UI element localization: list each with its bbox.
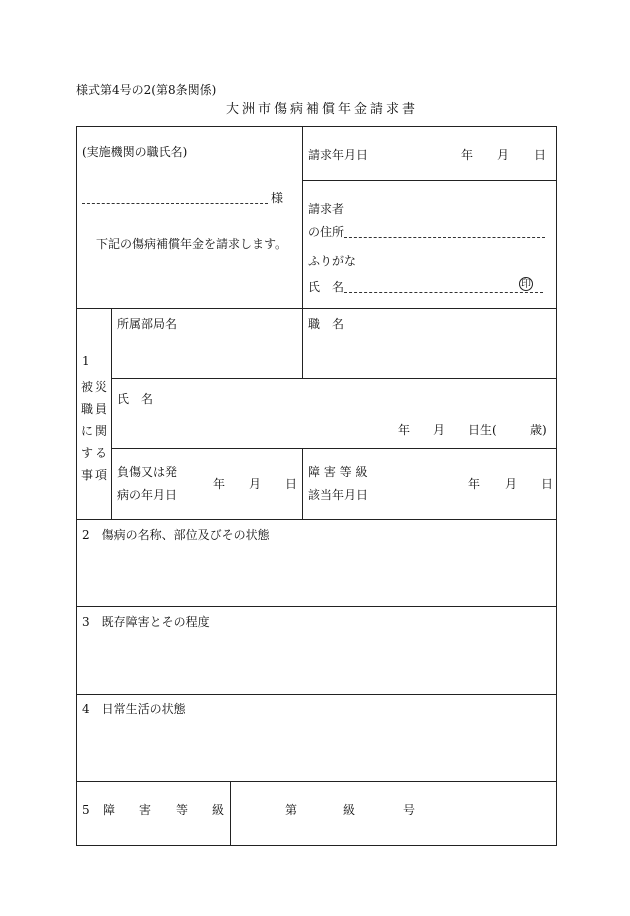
section1-title-char: 職 xyxy=(80,402,93,416)
agency-label: (実施機関の職氏名) xyxy=(82,145,188,159)
section1-title-char: 関 xyxy=(94,424,107,438)
section1-title-row xyxy=(80,464,110,486)
birth-day-label: 日生( xyxy=(468,423,497,437)
grade-go-label: 号 xyxy=(403,803,416,817)
grade-date-label-2: 該当年月日 xyxy=(308,488,369,502)
request-statement: 下記の傷病補償年金を請求します。 xyxy=(96,237,288,251)
grade-kyu-label: 級 xyxy=(343,803,356,817)
grade-dai-label: 第 xyxy=(285,803,298,817)
grade-date-label-1: 障 害 等 級 xyxy=(308,465,368,479)
section1-title-char: 事 xyxy=(80,468,93,482)
age-label: 歳) xyxy=(530,423,547,437)
injury-date-label-2: 病の年月日 xyxy=(117,488,178,502)
section1-title-char: 項 xyxy=(94,468,107,482)
section5-label-char: 障 xyxy=(103,803,116,817)
sama-label: 様 xyxy=(271,191,284,205)
section1-title-char: 災 xyxy=(94,380,107,394)
furigana-label: ふりがな xyxy=(308,254,357,268)
page-title: 大洲市傷病補償年金請求書 xyxy=(226,102,419,117)
agency-name-line[interactable] xyxy=(82,203,268,204)
section1-title-lines xyxy=(80,376,110,486)
request-day-label: 日 xyxy=(534,148,547,162)
section1-title-row xyxy=(80,398,110,420)
job-title-label: 職 名 xyxy=(308,317,345,331)
injury-day-label: 日 xyxy=(285,477,298,491)
section1-title-char: に xyxy=(80,424,93,438)
section5-label-char: 等 xyxy=(176,803,189,817)
request-year-label: 年 xyxy=(461,148,474,162)
request-date-label: 請求年月日 xyxy=(308,148,369,162)
address-line[interactable] xyxy=(344,237,545,238)
section1-title-char: 被 xyxy=(80,380,93,394)
dept-label: 所属部局名 xyxy=(117,317,178,331)
address-label: の住所 xyxy=(308,225,345,239)
section4-label: 4 日常生活の状態 xyxy=(82,702,186,716)
grade-year-label: 年 xyxy=(468,477,481,491)
section1-title-char: 員 xyxy=(94,402,107,416)
section1-title-char: す xyxy=(80,446,93,460)
section1-title-row xyxy=(80,376,110,398)
section1-title-row xyxy=(80,420,110,442)
injury-date-label-1: 負傷又は発 xyxy=(117,465,178,479)
section2-label: 2 傷病の名称、部位及びその状態 xyxy=(82,528,270,542)
section5-label-char: 級 xyxy=(212,803,225,817)
section1-title-row xyxy=(80,442,110,464)
section3-label: 3 既存障害とその程度 xyxy=(82,615,210,629)
grade-day-label: 日 xyxy=(541,477,554,491)
birth-month-label: 月 xyxy=(433,423,446,437)
claimant-name-label: 氏 名 xyxy=(308,280,345,294)
section1-title-char: る xyxy=(94,446,107,460)
injury-year-label: 年 xyxy=(213,477,226,491)
injury-month-label: 月 xyxy=(249,477,262,491)
claimant-label: 請求者 xyxy=(308,202,345,216)
section5-label-char: 害 xyxy=(139,803,152,817)
request-month-label: 月 xyxy=(497,148,510,162)
employee-name-label: 氏 名 xyxy=(117,392,154,406)
seal-mark: 印 xyxy=(521,279,531,290)
section1-number: 1 xyxy=(82,354,90,368)
claimant-name-line[interactable] xyxy=(344,292,543,293)
birth-year-label: 年 xyxy=(398,423,411,437)
grade-month-label: 月 xyxy=(505,477,518,491)
form-number: 様式第4号の2(第8条関係) xyxy=(76,83,217,97)
section5-number: 5 xyxy=(82,803,90,817)
